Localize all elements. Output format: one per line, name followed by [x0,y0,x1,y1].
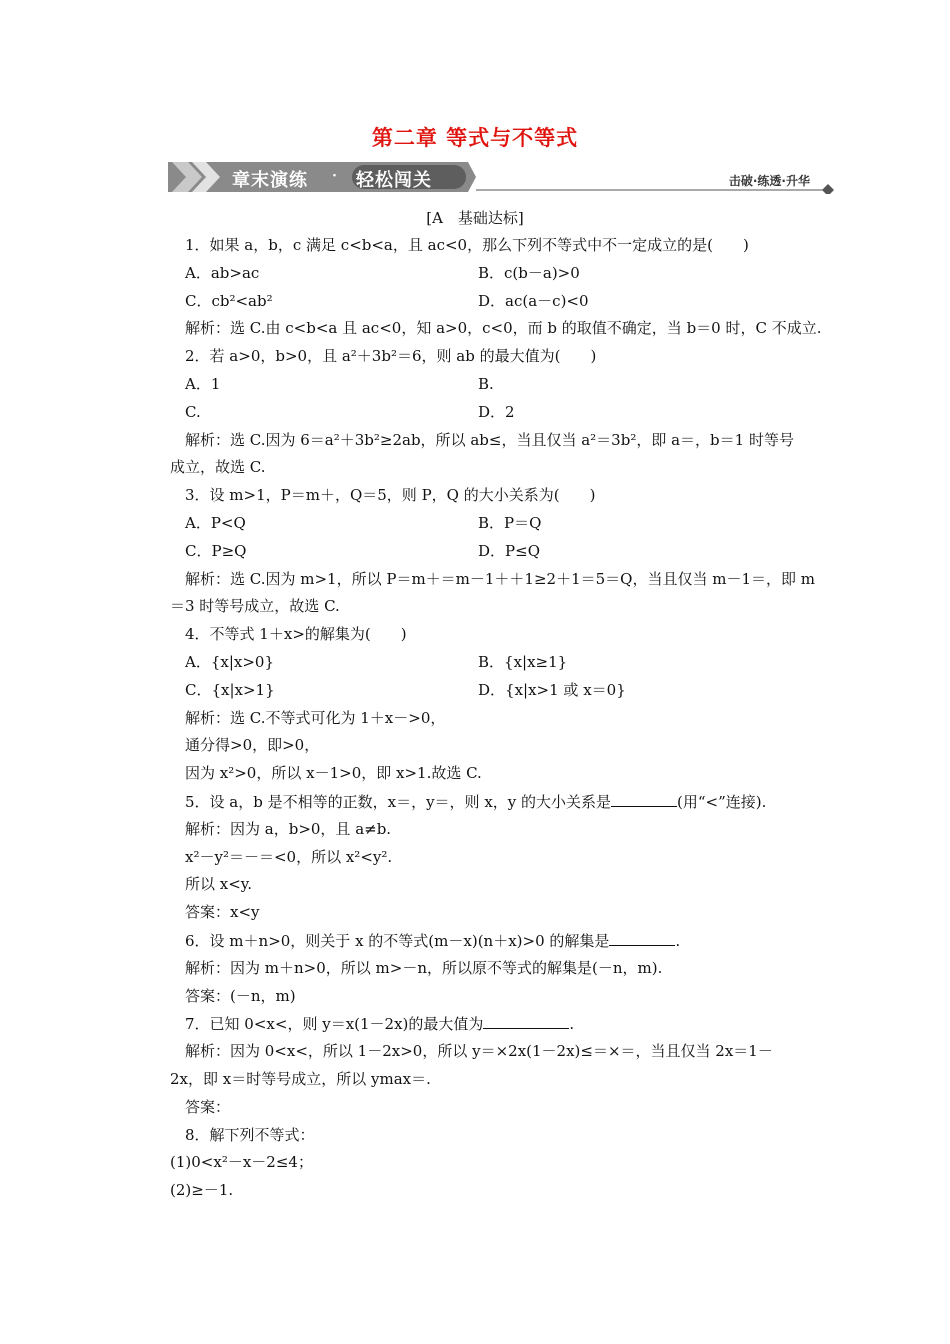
chapter-title: 第二章 等式与不等式 [371,126,579,150]
option-d: D．P≤Q [478,541,540,560]
banner-subtitle: 轻松闯关 [356,170,432,191]
options-row [170,510,820,538]
option-c: C. [185,402,201,421]
question-5-stem: 5．设 a，b 是不相等的正数，x＝，y＝，则 x，y 的大小关系是 [185,792,612,811]
option-d: D．{x|x>1 或 x＝0} [478,680,626,699]
option-d: D．ac(a－c)<0 [478,291,589,310]
question-4: 4．不等式 1＋x>的解集为( ) [185,625,407,644]
options-row [170,538,820,566]
option-a: A．P<Q [185,513,246,532]
option-b: B. [478,374,494,393]
question-6-stem: 6．设 m＋n>0，则关于 x 的不等式(m－x)(n＋x)>0 的解集是 [185,931,610,950]
option-a: A．ab>ac [185,263,260,282]
banner-title: 章末演练 [232,170,308,191]
option-b: B．c(b－a)>0 [478,263,580,282]
answer: 答案：(－n，m) [185,986,296,1005]
options-row [170,288,820,316]
answer-blank [611,788,677,807]
answer-blank [609,927,675,946]
option-a: A．{x|x>0} [185,652,275,671]
option-c: C．cb²<ab² [185,291,273,310]
question-8: 8．解下列不等式： [185,1125,315,1144]
sub-question-1: (1)0<x²－x－2≤4； [170,1153,313,1172]
question-7-tail: . [569,1015,575,1034]
section-heading: [A 基础达标] [426,209,524,227]
solution: 解析：选 C.由 c<b<a 且 ac<0，知 a>0，c<0，而 b 的取值不确定，当 b＝0 时，C 不成立. [185,319,822,338]
options-row [170,371,820,399]
question-2: 2．若 a>0，b>0，且 a²＋3b²＝6，则 ab 的最大值为( ) [185,347,597,366]
solution-cont: 成立，故选 C. [170,458,266,477]
banner-dot: · [332,168,337,184]
solution: 解析：因为 m＋n>0，所以 m>－n，所以原不等式的解集是(－n，m). [185,958,663,977]
answer-blank [483,1010,569,1029]
question-1: 1．如果 a，b，c 满足 c<b<a，且 ac<0，那么下列不等式中不一定成立的是( ) [185,236,749,254]
question-6-tail: . [675,931,681,950]
question-5 [170,788,820,816]
options-row [170,677,820,705]
problem-list [170,232,820,1205]
question-6 [170,927,820,955]
solution: 解析：选 C.因为 6＝a²＋3b²≥2ab，所以 ab≤，当且仅当 a²＝3b²，即 a＝，b＝1 时等号 [185,430,794,449]
option-c: C．P≥Q [185,541,247,560]
question-5-tail: (用“<”连接). [677,792,767,811]
solution-cont: 所以 x<y. [185,875,253,894]
solution-cont: 通分得>0，即>0， [185,736,320,755]
solution: 解析：因为 0<x<，所以 1－2x>0，所以 y＝×2x(1－2x)≤＝×＝，当且仅当 2x＝1－ [185,1042,773,1061]
banner-slogan: 击破·练透·升华 [728,174,810,188]
option-d: D．2 [478,402,515,421]
sub-question-2: (2)≥－1. [170,1181,234,1200]
solution: 解析：因为 a，b>0，且 a≠b. [185,819,392,838]
section-banner [168,160,838,194]
answer: 答案：x<y [185,903,260,922]
option-b: B．P＝Q [478,513,542,532]
option-a: A．1 [185,374,221,393]
option-b: B．{x|x≥1} [478,652,568,671]
option-c: C．{x|x>1} [185,680,275,699]
options-row [170,260,820,288]
options-row [170,649,820,677]
question-7 [170,1010,820,1038]
question-3: 3．设 m>1，P＝m＋，Q＝5，则 P，Q 的大小关系为( ) [185,486,596,505]
solution-cont: x²－y²＝－＝<0，所以 x²<y². [185,847,393,866]
solution-cont: 因为 x²>0，所以 x－1>0，即 x>1.故选 C. [185,764,482,783]
options-row [170,399,820,427]
solution: 解析：选 C.因为 m>1，所以 P＝m＋＝m－1＋＋1≥2＋1＝5＝Q，当且仅当 m－1＝，即 m [185,569,816,588]
solution: 解析：选 C.不等式可化为 1＋x－>0， [185,708,446,727]
solution-cont: ＝3 时等号成立，故选 C. [170,597,340,616]
solution-cont: 2x，即 x＝时等号成立，所以 ymax＝. [170,1069,431,1088]
question-7-stem: 7．已知 0<x<，则 y＝x(1－2x)的最大值为 [185,1015,484,1034]
answer: 答案： [185,1097,231,1116]
